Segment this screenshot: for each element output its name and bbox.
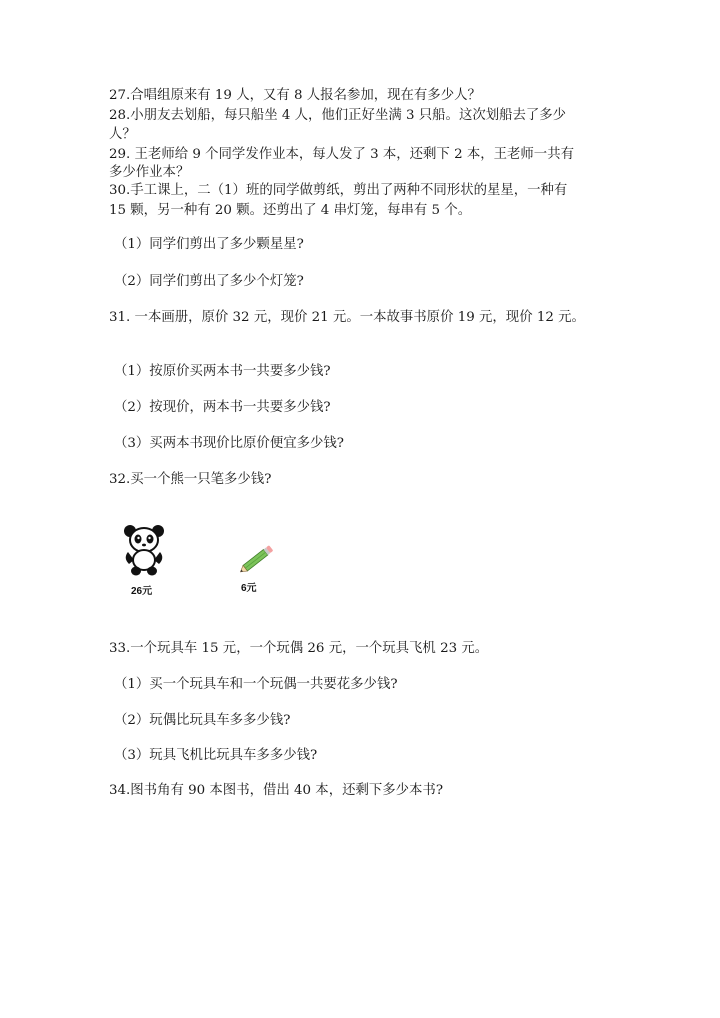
question-29-line-1: 29. 王老师给 9 个同学发作业本，每人发了 3 本，还剩下 2 本，王老师一共有 [109, 147, 574, 162]
question-28-line-1: 28.小朋友去划船，每只船坐 4 人，他们正好坐满 3 只船。这次划船去了多少 [109, 108, 567, 123]
panda-icon [121, 522, 167, 578]
question-31-sub-2: （2）按现价，两本书一共要多少钱? [114, 400, 331, 415]
question-32: 32.买一个熊一只笔多少钱? [109, 472, 272, 487]
question-28-line-2: 人？ [109, 127, 136, 142]
question-30-line-2: 15 颗，另一种有 20 颗。还剪出了 4 串灯笼，每串有 5 个。 [109, 203, 472, 218]
pencil-price: 6元 [241, 583, 257, 594]
question-33: 33.一个玩具车 15 元，一个玩偶 26 元，一个玩具飞机 23 元。 [109, 641, 489, 656]
question-27: 27.合唱组原来有 19 人，又有 8 人报名参加，现在有多少人？ [109, 88, 481, 103]
question-33-sub-3: （3）玩具飞机比玩具车多多少钱? [114, 748, 318, 763]
panda-price: 26元 [131, 586, 153, 597]
question-33-sub-1: （1）买一个玩具车和一个玩偶一共要花多少钱? [114, 677, 398, 692]
question-34: 34.图书角有 90 本图书，借出 40 本，还剩下多少本书? [109, 783, 443, 798]
question-29-line-2: 多少作业本？ [109, 165, 190, 180]
question-31: 31. 一本画册，原价 32 元，现价 21 元。一本故事书原价 19 元，现价 12 元。 [109, 310, 585, 325]
question-33-sub-2: （2）玩偶比玩具车多多少钱? [114, 713, 291, 728]
pencil-icon [236, 543, 278, 575]
question-30-sub-1: （1）同学们剪出了多少颗星星? [114, 237, 304, 252]
question-31-sub-3: （3）买两本书现价比原价便宜多少钱? [114, 436, 344, 451]
question-30-line-1: 30.手工课上，二（1）班的同学做剪纸，剪出了两种不同形状的星星，一种有 [109, 183, 568, 198]
question-30-sub-2: （2）同学们剪出了多少个灯笼? [114, 274, 304, 289]
question-31-sub-1: （1）按原价买两本书一共要多少钱? [114, 364, 331, 379]
